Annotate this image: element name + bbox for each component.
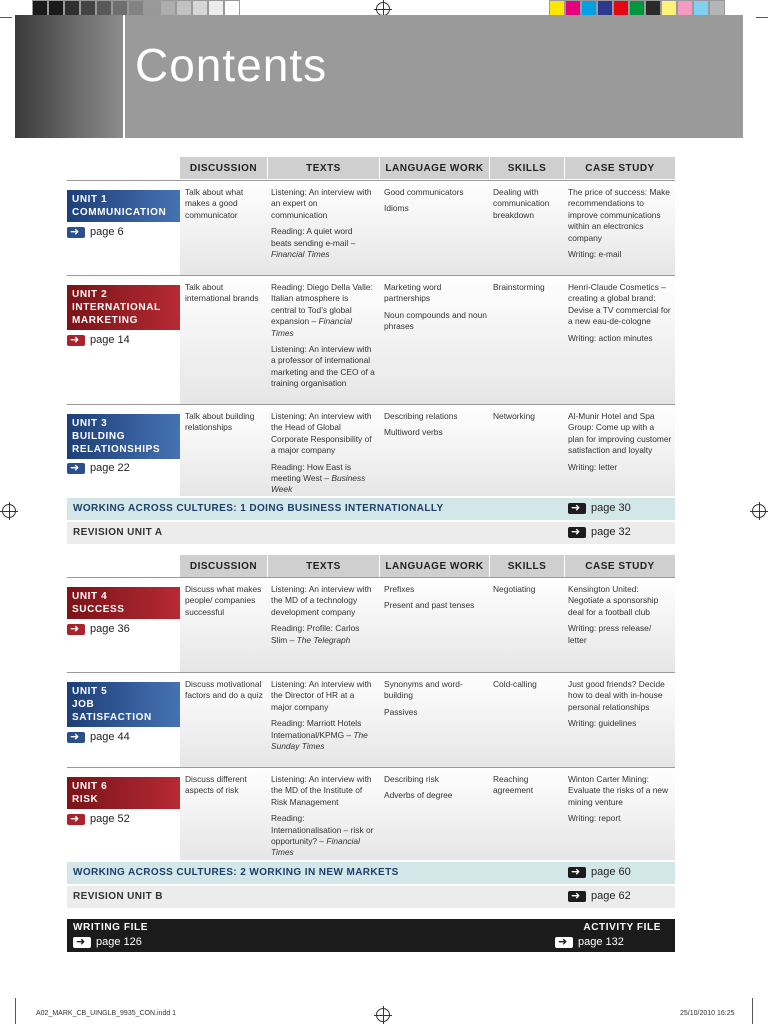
cell-discussion <box>185 282 267 310</box>
cell-paragraph <box>185 679 267 702</box>
registration-mark-right <box>752 504 766 518</box>
cell-paragraph <box>271 718 375 752</box>
culture-label: WORKING ACROSS CULTURES: 2 WORKING IN NEW MARKETS <box>73 867 399 878</box>
arrow-right-icon <box>67 463 85 474</box>
cell-paragraph <box>271 411 375 457</box>
color-swatch <box>693 0 709 16</box>
cell-text: Brainstorming <box>493 282 545 292</box>
cell-text: Financial Times <box>271 249 330 260</box>
column-header-language-work: LANGUAGE WORK <box>380 157 489 179</box>
unit-title-label[interactable] <box>67 285 180 330</box>
cell-text: The Sunday Times <box>271 729 368 752</box>
cell-paragraph <box>384 310 487 333</box>
page-number: page 30 <box>591 502 631 514</box>
cell-paragraph <box>493 679 563 690</box>
cell-text: Listening: An interview with the Director of HR at a major company <box>271 679 372 712</box>
cell-text: Negotiating <box>493 584 536 594</box>
cell-skills <box>493 774 563 802</box>
cell-paragraph <box>384 584 487 595</box>
cell-paragraph <box>493 187 563 221</box>
column-header-texts: TEXTS <box>268 157 379 179</box>
column-header-texts: TEXTS <box>268 555 379 577</box>
unit-title-line: SUCCESS <box>72 604 125 615</box>
cell-text: Al-Munir Hotel and Spa Group: Come up with a plan for improving customer satisfaction and loyalty <box>568 411 672 456</box>
culture-page-ref[interactable] <box>568 502 631 514</box>
cell-paragraph <box>271 584 375 618</box>
color-swatch <box>128 0 144 16</box>
cell-discussion <box>185 584 267 623</box>
cell-paragraph <box>384 600 487 611</box>
cell-text: Cold-calling <box>493 679 537 689</box>
cell-discussion <box>185 679 267 707</box>
registration-mark-left <box>2 504 16 518</box>
color-swatch <box>112 0 128 16</box>
cell-texts <box>271 774 375 864</box>
arrow-right-icon <box>568 527 586 538</box>
cell-skills <box>493 679 563 695</box>
culture-row-2[interactable] <box>67 862 675 884</box>
cell-paragraph <box>568 411 672 457</box>
unit-page-ref[interactable] <box>67 813 130 825</box>
culture-row-1[interactable] <box>67 498 675 520</box>
cell-paragraph <box>568 333 672 344</box>
cell-text: Writing: guidelines <box>568 718 637 729</box>
cell-paragraph <box>384 427 487 438</box>
cell-text: Networking <box>493 411 535 421</box>
unit-title-label[interactable] <box>67 414 180 459</box>
culture-label: WORKING ACROSS CULTURES: 1 DOING BUSINESS INTERNATIONALLY <box>73 503 444 514</box>
cell-paragraph <box>271 282 375 339</box>
cell-text: Talk about what makes a good communicator <box>185 187 244 220</box>
row-divider <box>67 275 675 276</box>
color-swatch <box>709 0 725 16</box>
arrow-right-icon <box>568 503 586 514</box>
page-title: Contents <box>135 39 328 91</box>
page-number: page 126 <box>96 936 142 948</box>
unit-title-line: RELATIONSHIPS <box>72 444 161 455</box>
cell-text: page 44 <box>90 731 130 743</box>
cell-text: Describing relations <box>384 411 458 421</box>
cell-text: The Telegraph <box>296 634 351 645</box>
cell-case-study <box>568 411 672 478</box>
unit-title-line: INTERNATIONAL <box>72 302 161 313</box>
color-swatch <box>661 0 677 16</box>
revision-label: REVISION UNIT A <box>73 527 163 538</box>
color-swatch <box>613 0 629 16</box>
color-swatch <box>645 0 661 16</box>
color-swatch <box>64 0 80 16</box>
row-divider <box>67 672 675 673</box>
crop-mark <box>0 17 12 18</box>
unit-title-line: MARKETING <box>72 315 138 326</box>
cell-text: Listening: An interview with the Head of Global Corporate Responsibility of a major company <box>271 411 372 456</box>
unit-title-line: UNIT 6 <box>72 781 108 792</box>
color-swatch <box>549 0 565 16</box>
cell-skills <box>493 584 563 600</box>
color-swatch <box>176 0 192 16</box>
header-divider <box>123 15 125 138</box>
cell-paragraph <box>384 707 487 718</box>
cell-text: Winton Carter Mining: Evaluate the risks of a new mining venture <box>568 774 669 807</box>
cell-paragraph <box>185 411 267 434</box>
cell-text: Good communicators <box>384 187 464 197</box>
cell-text: Discuss motivational factors and do a quiz <box>185 679 263 701</box>
column-header-case-study: CASE STUDY <box>565 555 675 577</box>
cell-text: Just good friends? Decide how to deal with in-house personal relationships <box>568 679 665 712</box>
cell-discussion <box>185 774 267 802</box>
cell-text: Henri-Claude Cosmetics – creating a global brand: Devise a TV commercial for a new eau-de-cologne <box>568 282 671 327</box>
cell-texts <box>271 584 375 651</box>
cell-text: Talk about international brands <box>185 282 259 304</box>
cell-paragraph <box>384 203 487 214</box>
row-divider <box>67 577 675 578</box>
unit-title-label[interactable] <box>67 682 180 727</box>
writing-file-title: WRITING FILE <box>73 922 148 933</box>
cell-text: Writing: action minutes <box>568 332 653 343</box>
activity-file-page-ref[interactable] <box>555 936 624 948</box>
cell-text: Listening: An interview with a professor of international marketing and the CEO of a training organisation <box>271 344 375 389</box>
unit-title-line: RISK <box>72 794 99 805</box>
page-number: page 62 <box>591 890 631 902</box>
revision-row-b[interactable] <box>67 886 675 908</box>
cell-texts <box>271 187 375 265</box>
cell-text: Writing: letter <box>568 461 618 472</box>
cell-discussion <box>185 411 267 439</box>
cell-text: page 22 <box>90 462 130 474</box>
crop-mark <box>15 998 16 1024</box>
cell-text: Writing: report <box>568 813 621 824</box>
column-header-case-study: CASE STUDY <box>565 157 675 179</box>
cell-text: Reading: A quiet word beats sending e-mail – <box>271 226 356 248</box>
unit-page-ref[interactable] <box>67 334 130 346</box>
cell-skills <box>493 282 563 298</box>
header-dark-panel <box>15 15 123 138</box>
cell-language-work <box>384 282 487 338</box>
cell-text: Writing: press release/ letter <box>568 623 652 645</box>
cell-paragraph <box>185 187 267 221</box>
cell-paragraph <box>271 679 375 713</box>
cell-text: Describing risk <box>384 774 439 784</box>
cell-paragraph <box>568 718 672 729</box>
color-swatch <box>192 0 208 16</box>
cell-paragraph <box>271 462 375 496</box>
unit-title-label[interactable] <box>67 777 180 809</box>
cell-text: Reading: Diego Della Valle: Italian atmosphere is central to Tod’s global expansion – <box>271 282 373 327</box>
unit-row <box>67 180 675 275</box>
unit-title-line: UNIT 1 <box>72 194 108 205</box>
cell-text: Reading: Marriott Hotels International/KPMG – <box>271 718 362 740</box>
page-number: page 32 <box>591 526 631 538</box>
cell-case-study <box>568 282 672 349</box>
activity-file-title: ACTIVITY FILE <box>583 922 661 933</box>
cell-paragraph <box>568 462 672 473</box>
row-divider <box>67 404 675 405</box>
cell-text: Financial Times <box>271 836 360 858</box>
unit-title-line: UNIT 5 <box>72 686 108 697</box>
cell-paragraph <box>568 282 672 328</box>
unit-row <box>67 767 675 860</box>
cell-text: page 36 <box>90 623 130 635</box>
cell-paragraph <box>271 187 375 221</box>
cell-texts <box>271 411 375 501</box>
cell-text: Talk about building relationships <box>185 411 255 433</box>
unit-row <box>67 577 675 672</box>
cell-paragraph <box>568 813 672 824</box>
writing-file-page-ref[interactable] <box>73 936 142 948</box>
cell-case-study <box>568 187 672 265</box>
column-header-discussion: DISCUSSION <box>180 157 267 179</box>
color-swatch <box>677 0 693 16</box>
arrow-right-icon <box>67 814 85 825</box>
column-header-skills: SKILLS <box>490 157 564 179</box>
cell-text: The price of success: Make recommendations to improve communications within an electronics company <box>568 187 670 243</box>
cell-text: Marketing word partnerships <box>384 282 442 304</box>
revision-page-ref[interactable] <box>568 890 631 902</box>
cell-paragraph <box>185 282 267 305</box>
unit-page-ref[interactable] <box>67 226 124 238</box>
cell-text: Present and past tenses <box>384 600 475 611</box>
cell-discussion <box>185 187 267 226</box>
cell-text: Noun compounds and noun phrases <box>384 309 487 332</box>
cell-paragraph <box>185 774 267 797</box>
cell-case-study <box>568 679 672 735</box>
revision-row-a[interactable] <box>67 522 675 544</box>
unit-title-line: UNIT 3 <box>72 418 108 429</box>
cell-paragraph <box>271 344 375 390</box>
unit-page-ref[interactable] <box>67 731 130 743</box>
slug-filename: A02_MARK_CB_UINGLB_9935_CON.indd 1 <box>36 1010 177 1017</box>
unit-title-line: SATISFACTION <box>72 712 152 723</box>
cell-text: Financial Times <box>271 316 353 338</box>
cell-language-work <box>384 411 487 444</box>
registration-mark-top <box>376 2 390 16</box>
unit-title-label[interactable] <box>67 587 180 619</box>
color-swatch <box>96 0 112 16</box>
unit-title-line: JOB <box>72 699 95 710</box>
color-swatch <box>32 0 48 16</box>
cell-paragraph <box>568 623 672 646</box>
arrow-right-icon <box>67 732 85 743</box>
color-swatch <box>629 0 645 16</box>
cell-paragraph <box>384 679 487 702</box>
unit-title-line: BUILDING <box>72 431 126 442</box>
arrow-right-icon <box>73 937 91 948</box>
cell-text: Adverbs of degree <box>384 790 453 801</box>
cell-skills <box>493 187 563 226</box>
unit-page-ref[interactable] <box>67 462 130 474</box>
cell-paragraph <box>493 411 563 422</box>
cell-text: Reading: Internationalisation – risk or opportunity? – <box>271 813 374 847</box>
cell-text: Prefixes <box>384 584 415 594</box>
unit-row <box>67 404 675 496</box>
cell-text: Reading: How East is meeting West – <box>271 461 352 484</box>
crop-mark <box>752 998 753 1024</box>
cell-texts <box>271 679 375 757</box>
color-swatch <box>160 0 176 16</box>
cell-paragraph <box>568 584 672 618</box>
cell-paragraph <box>568 187 672 244</box>
cell-paragraph <box>384 187 487 198</box>
color-swatch <box>565 0 581 16</box>
cell-text: page 52 <box>90 813 130 825</box>
cell-language-work <box>384 679 487 723</box>
cell-case-study <box>568 584 672 651</box>
cell-text: Multiword verbs <box>384 427 443 438</box>
cell-text: Discuss what makes people/ companies successful <box>185 584 262 617</box>
color-swatch <box>48 0 64 16</box>
cell-paragraph <box>493 282 563 293</box>
cell-paragraph <box>185 584 267 618</box>
unit-row <box>67 275 675 404</box>
cell-text: Writing: e-mail <box>568 249 622 260</box>
cell-text: Kensington United: Negotiate a sponsorship deal for a football club <box>568 584 659 617</box>
arrow-right-icon <box>568 891 586 902</box>
cell-paragraph <box>271 226 375 260</box>
color-swatch <box>597 0 613 16</box>
unit-title-line: UNIT 2 <box>72 289 108 300</box>
cell-paragraph <box>568 679 672 713</box>
unit-row <box>67 672 675 767</box>
cell-paragraph <box>271 774 375 808</box>
registration-mark-bottom <box>376 1008 390 1022</box>
column-header-language-work: LANGUAGE WORK <box>380 555 489 577</box>
revision-page-ref[interactable] <box>568 526 631 538</box>
cell-paragraph <box>384 790 487 801</box>
unit-title-label[interactable] <box>67 190 180 222</box>
color-swatch <box>581 0 597 16</box>
color-swatch <box>224 0 240 16</box>
cell-text: Discuss different aspects of risk <box>185 774 247 796</box>
arrow-right-icon <box>67 227 85 238</box>
arrow-right-icon <box>568 867 586 878</box>
cell-case-study <box>568 774 672 830</box>
arrow-right-icon <box>67 624 85 635</box>
unit-title-line: COMMUNICATION <box>72 207 167 218</box>
cell-paragraph <box>384 411 487 422</box>
slug-date: 25/10/2010 16:25 <box>680 1010 735 1017</box>
cell-text: Passives <box>384 706 418 717</box>
column-header-skills: SKILLS <box>490 555 564 577</box>
cell-skills <box>493 411 563 427</box>
page-number: page 132 <box>578 936 624 948</box>
unit-page-ref[interactable] <box>67 623 130 635</box>
revision-label: REVISION UNIT B <box>73 891 163 902</box>
cell-paragraph <box>568 774 672 808</box>
cell-language-work <box>384 187 487 220</box>
cell-text: Reading: Profile: Carlos Slim – <box>271 623 360 645</box>
cell-language-work <box>384 584 487 617</box>
cell-text: page 6 <box>90 226 124 238</box>
footer-bar <box>67 919 675 952</box>
cell-text: Business Week <box>271 473 366 495</box>
row-divider <box>67 767 675 768</box>
cell-text: Idioms <box>384 203 409 214</box>
cell-paragraph <box>493 774 563 797</box>
cell-text: Listening: An interview with the MD of the Institute of Risk Management <box>271 774 372 807</box>
cell-paragraph <box>384 282 487 305</box>
color-swatch <box>144 0 160 16</box>
page-number: page 60 <box>591 866 631 878</box>
color-swatch <box>80 0 96 16</box>
cell-paragraph <box>568 249 672 260</box>
cell-paragraph <box>384 774 487 785</box>
crop-mark <box>756 17 768 18</box>
cell-text: Listening: An interview with the MD of a technology development company <box>271 584 372 617</box>
cell-language-work <box>384 774 487 807</box>
arrow-right-icon <box>67 335 85 346</box>
cell-paragraph <box>271 623 375 646</box>
cell-texts <box>271 282 375 395</box>
color-swatch <box>208 0 224 16</box>
culture-page-ref[interactable] <box>568 866 631 878</box>
cell-paragraph <box>493 584 563 595</box>
cell-paragraph <box>271 813 375 859</box>
arrow-right-icon <box>555 937 573 948</box>
cell-text: Synonyms and word-building <box>384 679 463 701</box>
cell-text: Listening: An interview with an expert on communication <box>271 187 372 220</box>
column-header-discussion: DISCUSSION <box>180 555 267 577</box>
row-divider <box>67 180 675 181</box>
cell-text: page 14 <box>90 334 130 346</box>
cell-text: Reaching agreement <box>493 774 534 796</box>
cell-text: Dealing with communication breakdown <box>493 187 550 220</box>
unit-title-line: UNIT 4 <box>72 591 108 602</box>
